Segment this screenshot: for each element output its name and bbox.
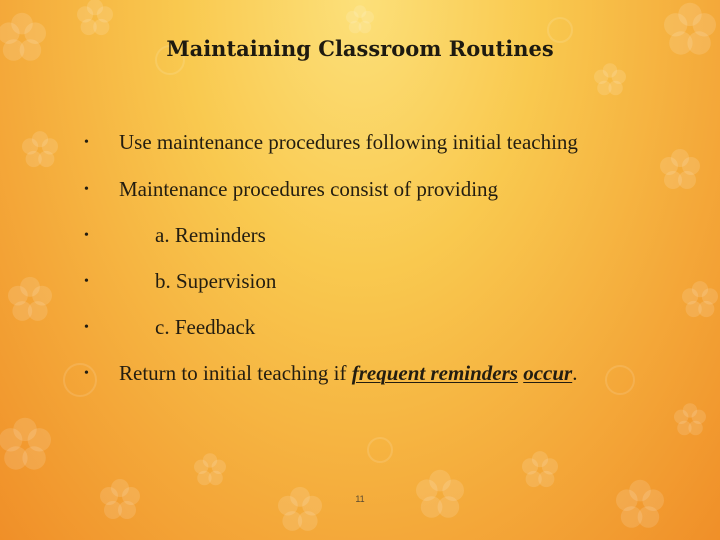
bullet-text-after: .	[572, 361, 578, 385]
bullet-dot-icon: •	[84, 228, 89, 243]
emphasized-text: frequent reminders	[351, 361, 518, 385]
bullet-text: Use maintenance procedures following initial teaching	[119, 130, 578, 154]
bullet-dot-icon: •	[84, 366, 89, 381]
bullet-dot-icon: •	[84, 274, 89, 289]
bullet-text: c. Feedback	[155, 315, 256, 339]
bullet-item	[76, 223, 636, 248]
bullet-dot-icon: •	[84, 320, 89, 335]
bullet-dot-icon: •	[84, 135, 89, 150]
bullet-text: a. Reminders	[155, 223, 266, 247]
bullet-text: b. Supervision	[155, 269, 277, 293]
bullet-text-before: Return to initial teaching if	[119, 361, 352, 385]
bullet-item	[76, 130, 636, 155]
bullet-item	[76, 269, 636, 294]
bullet-item	[76, 177, 636, 202]
slide-title: Maintaining Classroom Routines	[166, 36, 554, 61]
bullet-text: Maintenance procedures consist of providing	[119, 177, 499, 201]
bullet-list	[76, 130, 636, 407]
emphasized-text: occur	[523, 361, 573, 385]
bullet-item	[76, 361, 636, 386]
page-number: 11	[355, 494, 365, 504]
bullet-item	[76, 315, 636, 340]
bullet-dot-icon: •	[84, 182, 89, 197]
